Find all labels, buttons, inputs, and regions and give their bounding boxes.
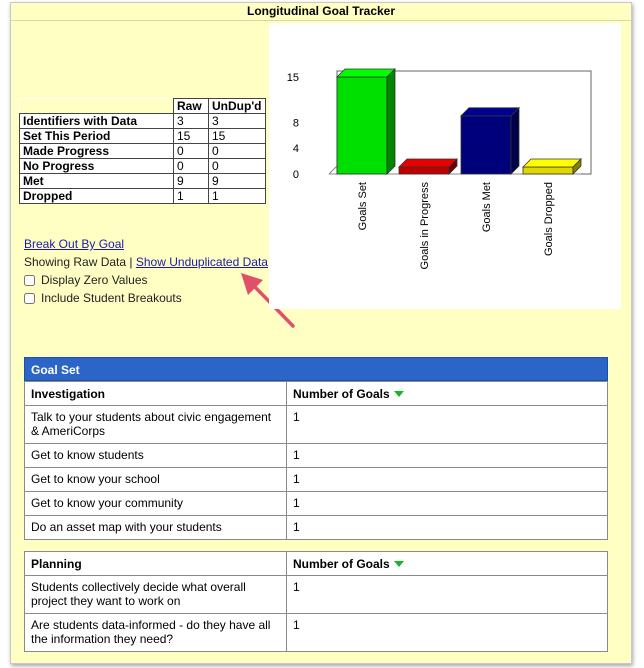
break-out-by-goal-link[interactable]: Break Out By Goal [24, 237, 125, 251]
goal-count: 1 [287, 614, 608, 652]
x-tick-label: Goals Met [481, 182, 493, 233]
goal-text: Get to know your community [25, 492, 287, 516]
chart-floor-edge [329, 166, 337, 174]
stats-label: Identifiers with Data [20, 114, 174, 129]
table-row [25, 444, 608, 468]
bar-top [399, 159, 457, 167]
goal-tracker-panel [10, 2, 632, 664]
display-zero-checkbox[interactable] [24, 275, 35, 286]
stats-label: Set This Period [20, 129, 174, 144]
stats-raw: 3 [174, 114, 209, 129]
table-row [25, 406, 608, 444]
options-panel [24, 235, 268, 307]
goal-count: 1 [287, 492, 608, 516]
include-breakouts-label: Include Student Breakouts [41, 291, 182, 305]
goal-text: Get to know your school [25, 468, 287, 492]
stats-undup: 1 [209, 189, 266, 204]
sort-down-icon[interactable] [394, 561, 404, 567]
stats-row [20, 189, 266, 204]
x-tick-label: Goals Set [357, 182, 369, 231]
include-breakouts-option[interactable] [24, 289, 268, 307]
stats-corner [20, 99, 174, 114]
stats-row [20, 144, 266, 159]
table-row [25, 576, 608, 614]
y-tick-label: 4 [292, 143, 299, 156]
number-of-goals-sort[interactable] [287, 382, 608, 406]
x-tick-label: Goals Dropped [543, 182, 555, 256]
stats-raw: 15 [174, 129, 209, 144]
bar-top [523, 159, 581, 167]
goal-text: Do an asset map with your students [25, 516, 287, 540]
bar-side [511, 108, 519, 174]
stats-label: No Progress [20, 159, 174, 174]
section-name: Investigation [25, 382, 287, 406]
stats-table [19, 98, 266, 204]
stats-raw: 9 [174, 174, 209, 189]
y-tick-label: 0 [292, 169, 299, 181]
stats-row [20, 114, 266, 129]
goal-bar-chart [269, 23, 621, 309]
goal-count: 1 [287, 516, 608, 540]
bar-top [337, 69, 395, 77]
bar [523, 167, 573, 174]
bar-side [387, 69, 395, 174]
display-zero-option[interactable] [24, 271, 268, 289]
stats-undup: 9 [209, 174, 266, 189]
goal-set-header: Goal Set [24, 357, 608, 381]
goal-text: Students collectively decide what overall project they want to work on [25, 576, 287, 614]
bar [461, 116, 511, 174]
table-row [25, 614, 608, 652]
bar [337, 77, 387, 174]
include-breakouts-checkbox[interactable] [24, 293, 35, 304]
stats-undup: 15 [209, 129, 266, 144]
y-tick-label: 8 [292, 117, 299, 130]
goal-set-panel [24, 357, 608, 652]
section-header-row [25, 382, 608, 406]
stats-undup: 3 [209, 114, 266, 129]
stats-row [20, 129, 266, 144]
display-zero-label: Display Zero Values [41, 273, 148, 287]
stats-raw: 0 [174, 159, 209, 174]
section-spacer [24, 540, 608, 551]
x-tick-label: Goals in Progress [419, 182, 431, 270]
goal-text: Talk to your students about civic engagement & AmeriCorps [25, 406, 287, 444]
show-unduplicated-link[interactable]: Show Unduplicated Data [135, 255, 268, 269]
column-label: Number of Goals [293, 387, 390, 401]
section-name: Planning [25, 552, 287, 576]
bar-top [461, 108, 519, 116]
stats-label: Made Progress [20, 144, 174, 159]
link-separator: | [129, 255, 133, 269]
stats-undup: 0 [209, 159, 266, 174]
goal-text: Get to know students [25, 444, 287, 468]
goal-set-table [24, 381, 608, 540]
goal-count: 1 [287, 468, 608, 492]
table-row [25, 516, 608, 540]
showing-raw-label: Showing Raw Data [24, 255, 127, 269]
stats-header-undup: UnDup'd [209, 99, 266, 114]
stats-raw: 0 [174, 144, 209, 159]
goal-set-table-planning [24, 551, 608, 652]
stats-label: Dropped [20, 189, 174, 204]
section-header-row [25, 552, 608, 576]
sort-down-icon[interactable] [394, 391, 404, 397]
column-label: Number of Goals [293, 557, 390, 571]
table-row [25, 468, 608, 492]
y-tick-label: 15 [286, 72, 299, 84]
stats-row [20, 174, 266, 189]
stats-row [20, 159, 266, 174]
page-title: Longitudinal Goal Tracker [11, 3, 631, 21]
goal-count: 1 [287, 406, 608, 444]
bar [399, 167, 449, 174]
goal-count: 1 [287, 576, 608, 614]
stats-raw: 1 [174, 189, 209, 204]
table-row [25, 492, 608, 516]
stats-label: Met [20, 174, 174, 189]
goal-text: Are students data-informed - do they have all the information they need? [25, 614, 287, 652]
goal-count: 1 [287, 444, 608, 468]
number-of-goals-sort[interactable] [287, 552, 608, 576]
stats-undup: 0 [209, 144, 266, 159]
stats-header-raw: Raw [174, 99, 209, 114]
